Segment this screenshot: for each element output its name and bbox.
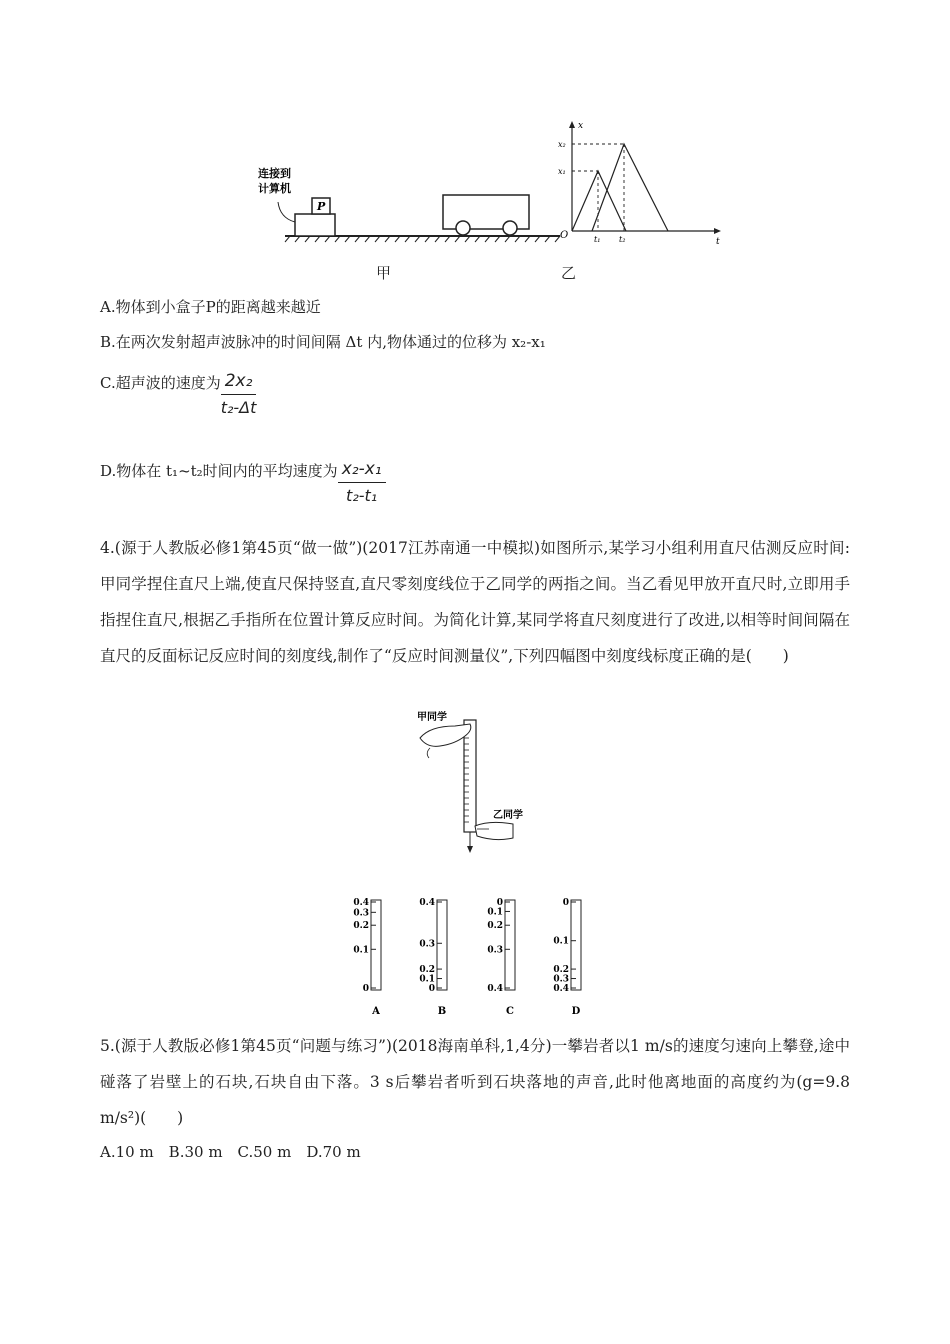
- ruler-option-d: [553, 898, 581, 1017]
- ruler-tick-label: 0.2: [553, 965, 569, 976]
- fraction-numerator: 2x₂: [221, 370, 257, 395]
- pulse-1-line: [572, 171, 626, 231]
- q3-option-b: B.在两次发射超声波脉冲的时间间隔 Δt 内,物体通过的位移为 x₂-x₁: [100, 333, 546, 351]
- ruler-tick-label: 0: [362, 984, 369, 994]
- pulse-2-line: [592, 144, 668, 231]
- ruler-tick-label: 0.4: [487, 984, 503, 994]
- q3-option-c: [100, 372, 256, 419]
- ruler-tick-label: 0.1: [487, 907, 503, 918]
- ruler-tick-label: 0.2: [353, 921, 369, 932]
- ruler-option-label: C: [506, 1006, 514, 1017]
- ruler-option-label: B: [437, 1006, 447, 1017]
- ruler-body: [505, 900, 515, 990]
- q3-option-c-text: C.超声波的速度为: [100, 374, 221, 392]
- ruler-tick-label: 0: [496, 898, 503, 908]
- ruler-body: [437, 900, 447, 990]
- ruler-tick-label: 0.4: [353, 898, 369, 908]
- label-yi-student: 乙同学: [493, 810, 523, 821]
- axis-t-label: t: [716, 237, 720, 246]
- figure-xt-graph: [556, 116, 726, 246]
- ruler-tick-label: 0: [428, 984, 435, 994]
- ruler-option-b: [419, 898, 447, 1017]
- ruler-option-label: A: [372, 1006, 380, 1017]
- ruler-option-label: D: [571, 1006, 581, 1017]
- ruler-tick-label: 0: [562, 898, 569, 908]
- ruler-options: [345, 892, 615, 1022]
- q5-options: A.10 m B.30 m C.50 m D.70 m: [100, 1143, 361, 1161]
- q3-option-d-text: D.物体在 t₁~t₂时间内的平均速度为: [100, 462, 338, 480]
- q3-option-d: [100, 460, 386, 507]
- ruler-tick-label: 0.4: [553, 984, 569, 994]
- x1-label: x₁: [558, 167, 566, 176]
- ruler-options-svg: [345, 892, 615, 1022]
- ruler-tick-label: 0.3: [419, 939, 435, 950]
- ruler-option-c: [487, 898, 515, 1017]
- axis-x-label: x: [578, 121, 584, 131]
- label-connect-line2: 计算机: [258, 182, 291, 195]
- ruler-tick-label: 0.1: [419, 974, 435, 985]
- fraction-denominator: t₂-Δt: [220, 398, 257, 417]
- q5-text: 5.(源于人教版必修1第45页“问题与练习”)(2018海南单科,1,4分)一攀岩者以1 m/s的速度匀速向上攀登,途中碰落了岩壁上的石块,石块自由下落。3 s后攀岩者听到石块落地的声音,此时他离地面的高度约为(g=9.8 m/s²)( ): [100, 1037, 850, 1127]
- label-p: P: [317, 200, 326, 213]
- ruler-body: [571, 900, 581, 990]
- ruler-tick-label: 0.3: [353, 908, 369, 919]
- ruler-tick-label: 0.2: [487, 921, 503, 932]
- q4-text: 4.(源于人教版必修1第45页“做一做”)(2017江苏南通一中模拟)如图所示,某学习小组利用直尺估测反应时间:甲同学捏住直尺上端,使直尺保持竖直,直尺零刻度线位于乙同学的两指之间。当乙看见甲放开直尺时,立即用手指捏住直尺,根据乙手指所在位置计算反应时间。为简化计算,某同学将直尺刻度进行了改进,以相等时间间隔在直尺的反面标记反应时间的刻度线,制作了“反应时间测量仪”,下列四幅图中刻度线标度正确的是( ): [100, 539, 850, 665]
- t2-label: t₂: [619, 235, 626, 244]
- caption-yi: 乙: [561, 264, 577, 282]
- t1-label: t₁: [594, 235, 601, 244]
- ruler-tick-label: 0.1: [353, 945, 369, 956]
- ruler-option-a: [353, 898, 381, 1017]
- figure-apparatus: [250, 160, 570, 260]
- figure-ruler-reaction: [415, 708, 545, 858]
- ruler-tick-label: 0.4: [419, 898, 435, 908]
- ruler-body: [371, 900, 381, 990]
- label-connect-line1: 连接到: [258, 167, 291, 180]
- q3-option-a: A.物体到小盒子P的距离越来越近: [100, 298, 321, 316]
- q3-option-c-fraction: [221, 370, 257, 419]
- ruler-tick-label: 0.1: [553, 936, 569, 947]
- ruler-tick-label: 0.3: [553, 974, 569, 985]
- x2-label: x₂: [558, 140, 566, 149]
- ruler-tick-label: 0.2: [419, 965, 435, 976]
- fraction-denominator: t₂-t₁: [346, 486, 378, 505]
- ruler-tick-label: 0.3: [487, 945, 503, 956]
- q3-option-d-fraction: [338, 458, 386, 507]
- caption-jia: 甲: [376, 264, 392, 282]
- label-jia-student: 甲同学: [417, 712, 447, 723]
- origin-label: O: [560, 230, 569, 241]
- ruler-body: [464, 720, 476, 832]
- fraction-numerator: x₂-x₁: [338, 458, 386, 483]
